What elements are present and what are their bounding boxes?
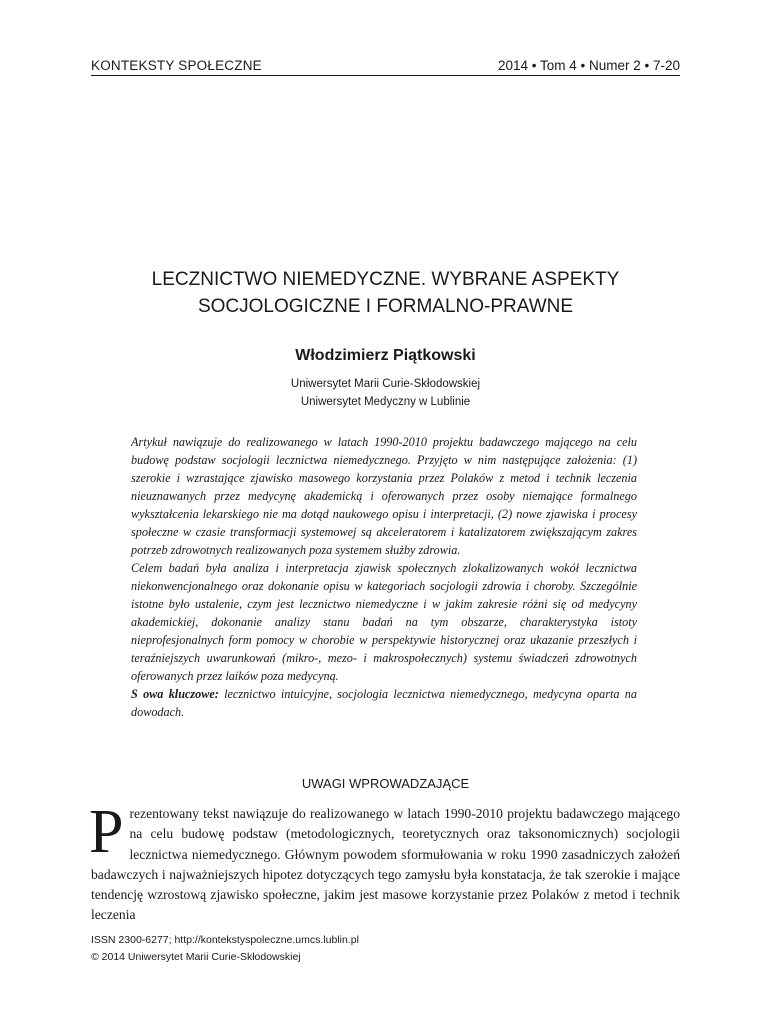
keywords-list: lecznictwo intuicyjne, socjologia lecznictwa niemedycznego, medycyna oparta na dowodach. [131, 687, 637, 719]
keywords-label: S owa kluczowe: [131, 687, 219, 701]
keywords [131, 685, 637, 721]
article-title [91, 266, 680, 320]
affiliation-1: Uniwersytet Marii Curie-Skłodowskiej [290, 378, 481, 390]
body-paragraph [89, 798, 680, 926]
footer-issn: ISSN 2300-6277; http://kontekstyspoleczne.umcs.lublin.pl [91, 934, 359, 946]
abstract-paragraph-1: Artykuł nawiązuje do realizowanego w latach 1990-2010 projektu badawczego mającego na celu budowę podstaw socjologii lecznictwa niemedycznego. Przyjęto w nim następujące założenia: (1) szerokie i wzrastające zjawisko masowego korzystania przez Polaków z metod i technik leczenia nieuznawanych przez medycynę akademicką i oferowanych przez osoby niemające formalnego wykształcenia lekarskiego nie ma dotąd naukowego opisu i interpretacji, (2) nowe zjawiska i procesy społeczne w czasie transformacji systemowej są akceleratorem i katalizatorem zwiększającym zakres potrzeb zdrowotnych realizowanych poza systemem służby zdrowia. [131, 435, 637, 557]
abstract-paragraph-2: Celem badań była analiza i interpretacja zjawisk społecznych zlokalizowanych wokół lecznictwa niekonwencjonalnego oraz dokonanie opisu w kategoriach socjologii zdrowia i choroby. Szczególnie istotne było ustalenie, czym jest lecznictwo niemedyczne i w jakim zakresie różni się od medycyny akademickiej, dokonanie analizy stanu badań na tym obszarze, charakterystyka istoty nieprofesjonalnych form pomocy w chorobie w perspektywie historycznej oraz ukazanie przeszłych i teraźniejszych uwarunkowań (mikro-, mezo- i makrospołecznych) systemu świadczeń zdrowotnych oferowanych przez laików poza medycyną. [131, 561, 637, 683]
abstract [131, 433, 637, 721]
section-heading: UWAGI WPROWADZAJĄCE [301, 776, 470, 791]
journal-name: KONTEKSTY SPOŁECZNE [91, 58, 262, 73]
affiliation-2: Uniwersytet Medyczny w Lublinie [300, 396, 471, 408]
title-line-2: SOCJOLOGICZNE I FORMALNO-PRAWNE [197, 296, 574, 317]
author-name: Włodzimierz Piątkowski [295, 347, 476, 364]
drop-cap: P [89, 798, 124, 866]
issue-info: 2014 • Tom 4 • Numer 2 • 7-20 [497, 58, 680, 73]
body-paragraph-text: rezentowany tekst nawiązuje do realizowanego w latach 1990-2010 projektu badawczego mającego na celu budowę podstaw (metodologicznych, teoretycznych oraz taksonomicznych) socjologii lecznictwa niemedycznego. Głównym powodem sformułowania w roku 1990 zasadniczych założeń badawczych i najważniejszych hipotez dotyczących tego zamysłu była konstatacja, że tak szerokie i mające tendencję wzrostową zjawisko społeczne, jakim jest masowe korzystanie przez Polaków z metod i technik leczenia [91, 806, 680, 923]
running-header [91, 56, 680, 76]
footer-copyright: © 2014 Uniwersytet Marii Curie-Skłodowskiej [91, 951, 301, 963]
title-line-1: LECZNICTWO NIEMEDYCZNE. WYBRANE ASPEKTY [151, 269, 620, 290]
